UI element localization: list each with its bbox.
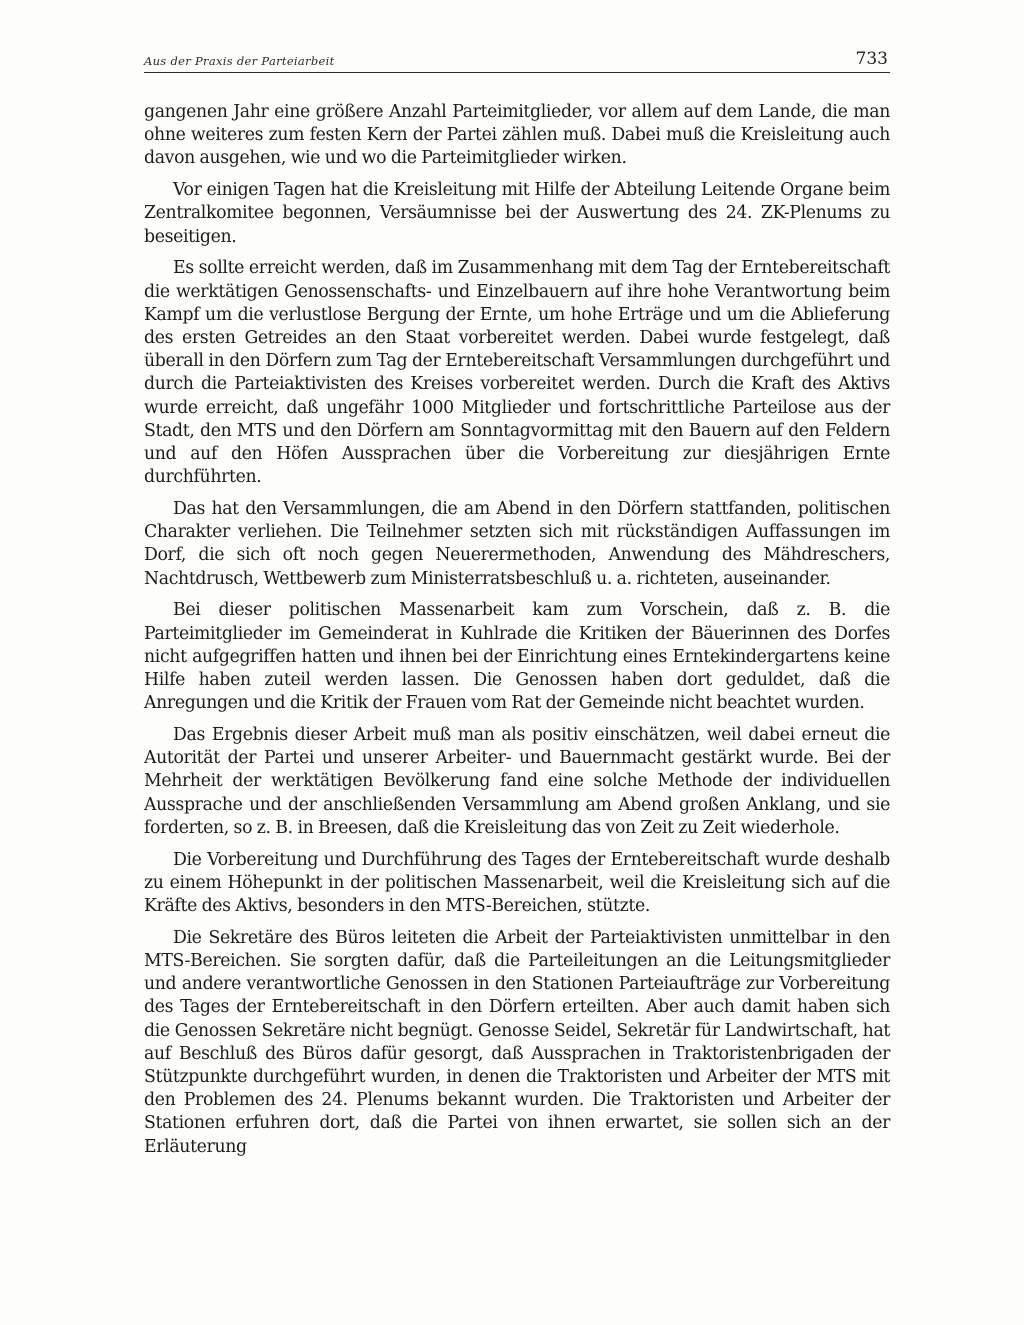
page-header [144,50,890,74]
paragraph-6: Das Ergebnis dieser Arbeit muß man als positiv einschätzen, weil dabei erneut die Autorität der Partei und unserer Arbeiter- und Bauernmacht gestärkt wurde. Bei der Mehrheit der werktätigen Bevölkerung fand eine solche Methode der individuellen Aussprache und der anschließenden Versammlung am Abend großen Anklang, und sie forderten, so z. B. in Breesen, daß die Kreisleitung das von Zeit zu Zeit wiederhole. [144,725,890,838]
paragraph-1: gangenen Jahr eine größere Anzahl Parteimitglieder, vor allem auf dem Lande, die man ohne weiteres zum festen Kern der Partei zählen muß. Dabei muß die Kreisleitung auch davon ausgehen, wie und wo die Parteimitglieder wirken. [144,102,890,169]
running-head: Aus der Praxis der Parteiarbeit [144,54,335,68]
paragraph-5: Bei dieser politischen Massenarbeit kam zum Vorschein, daß z. B. die Parteimitglieder im Gemeinderat in Kuhlrade die Kritiken der Bäuerinnen des Dorfes nicht aufgegriffen hatten und ihnen bei der Einrichtung eines Erntekindergartens keine Hilfe haben zuteil werden lassen. Die Genossen haben dort geduldet, daß die Anregungen und die Kritik der Frauen vom Rat der Gemeinde nicht beachtet wurden. [144,600,890,714]
page-number: 733 [855,49,888,69]
paragraph-7: Die Vorbereitung und Durchführung des Tages der Erntebereitschaft wurde deshalb zu einem Höhepunkt in der politischen Massenarbeit, weil die Kreisleitung sich auf die Kräfte des Aktivs, besonders in den MTS-Bereichen, stützte. [144,849,890,917]
paragraph-3: Es sollte erreicht werden, daß im Zusammenhang mit dem Tag der Erntebereitschaft die werktätigen Genossenschafts- und Einzelbauern auf ihre hohe Verantwortung beim Kampf um die verlustlose Bergung der Ernte, um hohe Erträge und um die Ablieferung des ersten Getreides an den Staat vorbereitet werden. Dabei wurde festgelegt, daß überall in den Dörfern zum Tag der Erntebereitschaft Versammlungen durchgeführt und durch die Parteiaktivisten des Kreises vorbereitet werden. Durch die Kraft des Aktivs wurde erreicht, daß ungefähr 1000 Mitglieder und fortschrittliche Parteilose aus der Stadt, den MTS und den Dörfern am Sonntagvormittag mit den Bauern auf den Feldern und auf den Höfen Aussprachen über die Vorbereitung zur diesjährigen Ernte durchführten. [144,258,890,488]
paragraph-4: Das hat den Versammlungen, die am Abend in den Dörfern stattfanden, politischen Charakter verliehen. Die Teilnehmer setzten sich mit rückständigen Auffassungen im Dorf, die sich oft noch gegen Neuerermethoden, Anwendung des Mähdreschers, Nachtdrusch, Wettbewerb zum Ministerratsbeschluß u. a. richteten, auseinander. [144,499,890,589]
article-body [144,101,890,1167]
header-rule [144,72,890,73]
paragraph-2: Vor einigen Tagen hat die Kreisleitung mit Hilfe der Abteilung Leitende Organe beim Zentralkomitee begonnen, Versäumnisse bei der Auswertung des 24. ZK-Plenums zu beseitigen. [144,180,890,247]
paragraph-8: Die Sekretäre des Büros leiteten die Arbeit der Parteiaktivisten unmittelbar in den MTS-Bereichen. Sie sorgten dafür, daß die Parteileitungen an die Leitungsmitglieder und andere verantwortliche Genossen in den Stationen Parteiaufträge zur Vorbereitung des Tages der Erntebereitschaft in den Dörfern erteilten. Aber auch damit haben sich die Genossen Sekretäre nicht begnügt. Genosse Seidel, Sekretär für Landwirtschaft, hat auf Beschluß des Büros dafür gesorgt, daß Aussprachen in Traktoristenbrigaden der Stützpunkte durchgeführt wurden, in denen die Traktoristen und Arbeiter der MTS mit den Problemen des 24. Plenums bekannt wurden. Die Traktoristen und Arbeiter der Stationen erfuhren dort, daß die Partei von ihnen erwartet, sie sollen sich an der Erläuterung [144,927,890,1157]
